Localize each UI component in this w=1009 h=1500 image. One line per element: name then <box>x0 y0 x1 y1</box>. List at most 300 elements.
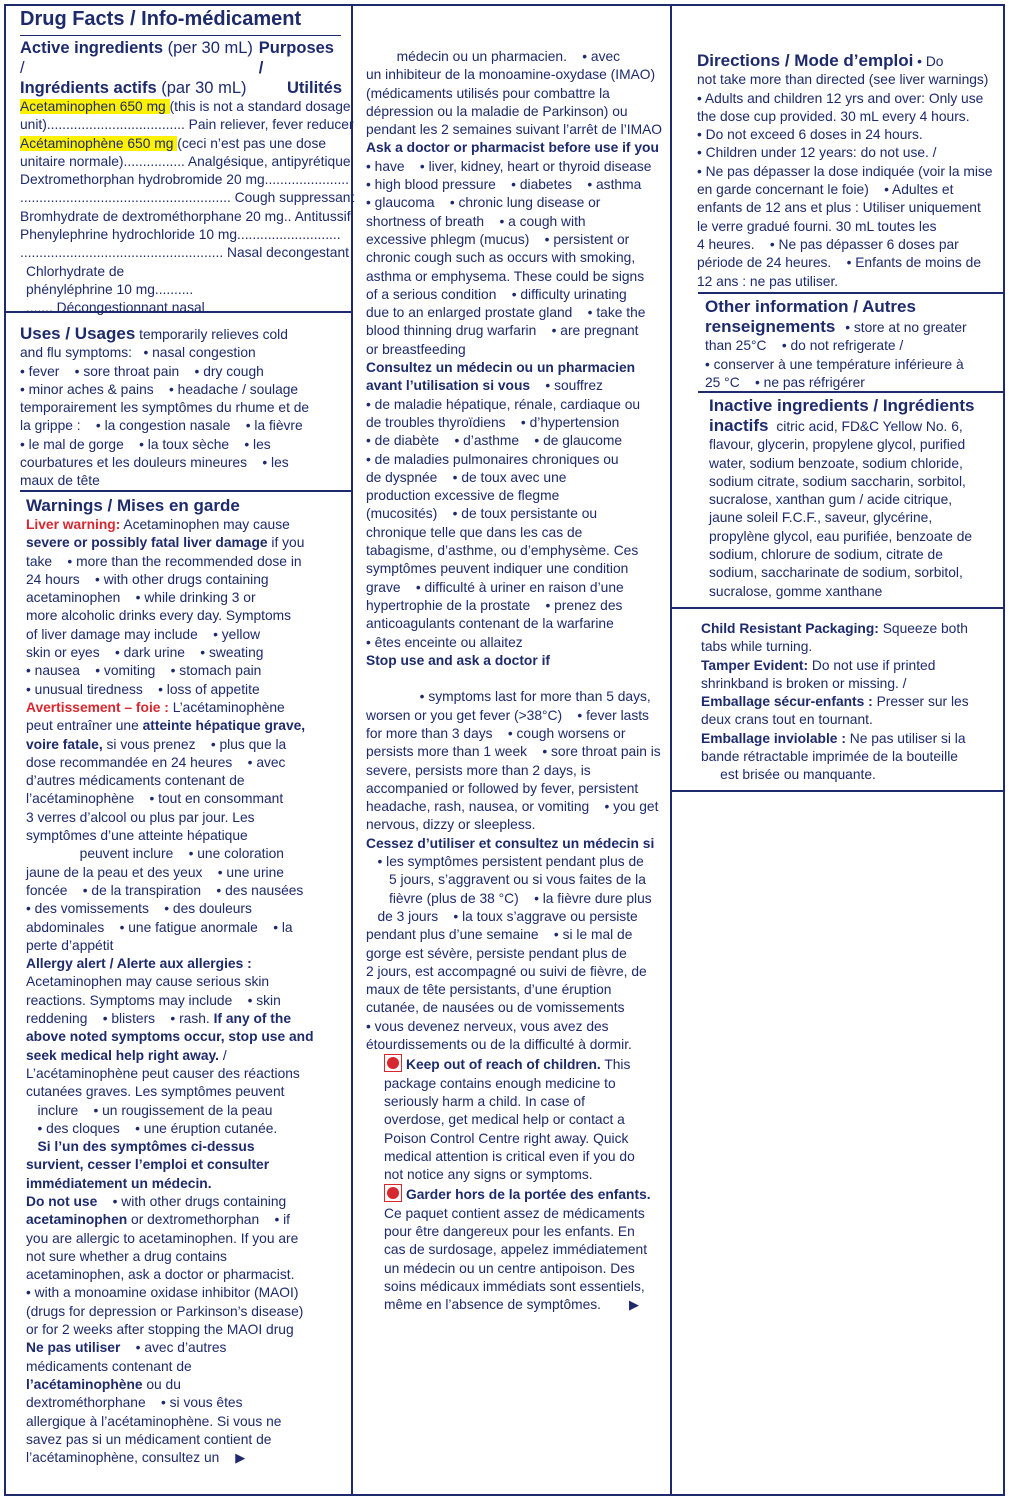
text-span: asthma or emphysema. These could be signs <box>366 268 645 284</box>
text-span: savez pas si un médicament contient de <box>26 1431 272 1447</box>
text-span: or breastfeeding <box>366 341 466 357</box>
text-line <box>26 1248 344 1266</box>
text-span: de dyspnée • de toux avec une <box>366 469 567 485</box>
text-span: Ne pas utiliser si la <box>845 730 966 746</box>
keep-out-en: Keep out of reach of children. This package contains enough medicine to seriously harm a child. In case of overdose, get medical help or contact a Poison Control Centre right away. Quick medical attention is critical even if you do not notice any signs or symptoms. <box>384 1054 666 1184</box>
text-line <box>366 963 666 981</box>
text-line: water, sodium benzoate, sodium chloride, <box>709 455 963 471</box>
text-line: le verre gradué fourni. 30 mL toutes les <box>697 218 937 234</box>
text-line: not notice any signs or symptoms. <box>384 1167 593 1183</box>
text-span: • with other drugs containing <box>97 1193 287 1209</box>
text-line <box>26 1102 344 1120</box>
text-span: peuvent inclure • une coloration <box>26 846 284 862</box>
text-span: acetaminophen • while drinking 3 or <box>26 590 256 606</box>
other-info-first-line: • store at no greater <box>845 320 967 335</box>
active-ingredient-line <box>20 208 351 226</box>
text-line <box>26 699 344 717</box>
text-line: Ce paquet contient assez de médicaments <box>384 1205 645 1221</box>
text-line <box>26 1284 344 1302</box>
text-line <box>26 1175 344 1193</box>
text-span: • glaucoma • chronic lung disease or <box>366 195 601 211</box>
text-span: ....................................................... Cough suppressant <box>20 190 355 206</box>
text-line: sucralose, gomme xanthane <box>709 583 883 599</box>
inactive-section <box>709 396 999 601</box>
text-line <box>366 487 666 505</box>
text-line <box>701 657 996 675</box>
text-line <box>366 798 666 816</box>
text-line: • minor aches & pains • headache / soulage <box>20 381 299 397</box>
text-line <box>26 1358 344 1376</box>
highlighted-ingredient: Acetaminophen 650 mg <box>20 99 170 114</box>
text-line: • fever • sore throat pain • dry cough <box>20 363 264 379</box>
bold-text: Ask a doctor or pharmacist before use if you <box>366 140 659 156</box>
text-line <box>26 809 344 827</box>
text-line <box>701 730 996 748</box>
text-line <box>366 304 666 322</box>
text-line <box>366 524 666 542</box>
text-span: inclure • un rougissement de la peau <box>26 1102 273 1118</box>
text-span: unitaire normale)................ Analgésique, antipyrétique <box>20 153 351 169</box>
text-span: worsen or you get fever (>38°C) • fever lasts <box>366 707 649 723</box>
bold-text: severe or possibly fatal liver damage <box>26 535 268 551</box>
text-line <box>366 1036 666 1054</box>
text-line <box>366 414 666 432</box>
text-span: acetaminophen, ask a doctor or pharmacist. <box>26 1267 295 1283</box>
text-line <box>366 890 666 908</box>
text-span: (ceci n’est pas une dose <box>177 135 327 151</box>
text-span: ....... Décongestionnant nasal <box>26 300 205 316</box>
text-line <box>26 1193 344 1211</box>
text-span: médicaments contenant de <box>26 1358 192 1374</box>
text-line <box>366 542 666 560</box>
text-span: fièvre (plus de 38 °C) • la fièvre dure plus <box>366 890 652 906</box>
bold-text: l’acétaminophène <box>26 1376 143 1392</box>
active-heading-fr-suffix: (par 30 mL) <box>156 79 247 97</box>
text-span: L’acétaminophène <box>168 699 285 715</box>
text-line <box>26 1339 344 1357</box>
text-line: flavour, glycerin, propylene glycol, purified <box>709 437 966 453</box>
text-line <box>366 48 666 66</box>
text-line: • conserver à une température inférieure à <box>705 356 964 372</box>
text-line: package contains enough medicine to <box>384 1075 616 1091</box>
text-line <box>366 194 666 212</box>
text-line <box>366 908 666 926</box>
text-line <box>366 780 666 798</box>
text-line <box>26 1138 344 1156</box>
text-span: blood thinning drug warfarin • are pregnant <box>366 323 639 339</box>
text-line <box>26 955 344 973</box>
text-span: gorge est sévère, persiste pendant plus de <box>366 945 627 961</box>
text-span: reddening • blisters • rash. <box>26 1011 214 1027</box>
text-line <box>26 662 344 680</box>
text-span: nervous, dizzy or sleepless. <box>366 817 536 833</box>
text-span: Acetaminophen may cause <box>120 517 290 532</box>
text-line <box>26 882 344 900</box>
text-line <box>366 231 666 249</box>
text-span: Squeeze both <box>878 621 968 636</box>
other-info-heading-2: renseignements <box>705 317 836 336</box>
text-span: Acetaminophen may cause serious skin <box>26 974 270 990</box>
text-span: Do not use if printed <box>808 657 936 673</box>
warnings-heading: Warnings / Mises en garde <box>26 496 240 515</box>
text-line: maux de tête <box>20 473 100 489</box>
text-line <box>366 853 666 871</box>
text-line <box>26 1120 344 1138</box>
text-line <box>701 766 996 784</box>
text-line: 12 ans : ne pas utiliser. <box>697 273 839 289</box>
bold-text: acetaminophen <box>26 1212 128 1228</box>
text-line <box>366 359 666 377</box>
active-heading-fr: Ingrédients actifs <box>20 79 157 97</box>
text-line <box>366 816 666 834</box>
page-title: Drug Facts / Info-médicament <box>20 8 302 30</box>
text-line: période de 24 heures. • Enfants de moins de <box>697 255 982 271</box>
uses-first-line: temporarily relieves cold <box>139 327 288 342</box>
text-line: seriously harm a child. In case of <box>384 1093 585 1109</box>
text-line <box>26 1211 344 1229</box>
text-span: dose recommandée en 24 heures • avec <box>26 754 286 770</box>
other-info-section <box>705 297 1000 392</box>
text-line <box>701 693 996 711</box>
text-line <box>26 1413 344 1431</box>
text-span: chronique telle que dans les cas de <box>366 524 583 540</box>
text-span: l’acétaminophène • tout en consommant <box>26 791 284 807</box>
text-span: • de maladie hépatique, rénale, cardiaque ou <box>366 396 641 412</box>
text-line <box>701 711 996 729</box>
text-span: anticoagulants contenant de la warfarine <box>366 616 614 632</box>
text-line <box>366 634 666 652</box>
keep-out-fr <box>384 1184 666 1314</box>
text-line <box>366 322 666 340</box>
active-ingredient-line <box>20 244 349 262</box>
text-line <box>701 638 996 656</box>
warning-label: Liver warning: <box>26 517 121 532</box>
text-line: soins médicaux immédiats sont essentiels, <box>384 1278 645 1294</box>
text-line <box>366 268 666 286</box>
text-span: étourdissements ou de la difficulté à dormir. <box>366 1037 632 1053</box>
text-span: 2 jours, est accompagné ou suivi de fièvre, de <box>366 963 647 979</box>
text-span: Chlorhydrate de <box>26 263 125 279</box>
text-line: cas de surdosage, appelez immédiatement <box>384 1242 648 1258</box>
text-line <box>26 1156 344 1174</box>
text-line <box>366 85 666 103</box>
active-heading-en: Active ingredients <box>20 39 164 57</box>
text-span: 24 hours • with other drugs containing <box>26 571 269 587</box>
text-span: • vous devenez nerveux, vous avez des <box>366 1018 609 1034</box>
text-span: 3 verres d’alcool ou plus par jour. Les <box>26 809 255 825</box>
stop-sign-icon <box>384 1054 402 1072</box>
bold-text: Si l’un des symptômes ci-dessus <box>26 1139 255 1155</box>
text-line <box>26 607 344 625</box>
text-line: medical attention is critical even if you do <box>384 1148 635 1164</box>
text-span: reactions. Symptoms may include • skin <box>26 992 281 1008</box>
directions-heading: Directions / Mode d’emploi <box>697 51 914 70</box>
bold-text: seek medical help right away. <box>26 1047 219 1063</box>
text-line: than 25°C • do not refrigerate / <box>705 338 904 354</box>
text-span: • les symptômes persistent pendant plus de <box>366 854 644 870</box>
text-line <box>366 176 666 194</box>
bold-text: Consultez un médecin ou un pharmacien <box>366 360 636 376</box>
text-span: • have • liver, kidney, heart or thyroid disease <box>366 158 652 174</box>
middle-column-text <box>366 48 666 1314</box>
text-span: Dextromethorphan hydrobromide 20 mg...................... <box>20 172 349 188</box>
text-line <box>26 790 344 808</box>
text-line <box>366 926 666 944</box>
bold-text: Allergy alert / Alerte aux allergies : <box>26 956 252 972</box>
text-line <box>26 1028 344 1046</box>
text-line <box>701 748 996 766</box>
text-line <box>26 900 344 918</box>
text-span: shrinkband is broken or missing. / <box>701 675 907 691</box>
text-line <box>26 1376 344 1394</box>
text-span: hypertrophie de la prostate • prenez des <box>366 597 623 613</box>
text-span: un inhibiteur de la monoamine-oxydase (IMAO) <box>366 67 656 83</box>
text-line <box>26 919 344 937</box>
text-span: médecin ou un pharmacien. • avec <box>366 49 621 64</box>
inactive-heading: Inactive ingredients / Ingrédients <box>709 396 975 415</box>
text-line <box>26 626 344 644</box>
bold-text: Ne pas utiliser <box>26 1340 121 1356</box>
text-line <box>26 1047 344 1065</box>
active-ingredient-line <box>20 281 342 299</box>
text-line: sodium citrate, sodium saccharin, sorbitol, <box>709 473 966 489</box>
text-line: en garde concernant le foie) • Adultes et <box>697 182 954 198</box>
bold-text: Emballage sécur-enfants : <box>701 694 873 710</box>
text-line <box>26 1065 344 1083</box>
text-line: and flu symptoms: • nasal congestion <box>20 345 256 361</box>
text-line <box>26 534 344 552</box>
text-span: of liver damage may include • yellow <box>26 626 261 642</box>
text-span: • avec d’autres <box>120 1340 227 1356</box>
text-span: allergique à l’acétaminophène. Si vous ne <box>26 1413 282 1429</box>
drug-facts-header <box>20 8 340 30</box>
text-line <box>26 589 344 607</box>
text-line <box>26 1431 344 1449</box>
text-line <box>26 1230 344 1248</box>
active-ingredient-line <box>20 135 342 153</box>
text-span: excessive phlegm (mucus) • persistent or <box>366 231 630 247</box>
text-line <box>366 451 666 469</box>
text-span: • symptoms last for more than 5 days, <box>366 689 651 705</box>
text-line <box>366 103 666 121</box>
text-line <box>26 681 344 699</box>
text-line <box>26 992 344 1010</box>
text-line <box>26 736 344 754</box>
text-span: or for 2 weeks after stopping the MAOI drug <box>26 1322 294 1338</box>
bold-text: atteinte hépatique grave, <box>142 718 306 734</box>
bold-text: Tamper Evident: <box>701 657 809 673</box>
text-span: de 3 jours • la toux s’aggrave ou persiste <box>366 908 638 924</box>
text-line: 4 heures. • Ne pas dépasser 6 doses par <box>697 236 959 252</box>
text-span: • souffrez <box>530 378 603 394</box>
directions-first-line: • Do <box>917 54 944 69</box>
text-span: est brisée ou manquante. <box>701 767 876 783</box>
directions-section <box>697 51 997 291</box>
text-line <box>366 139 666 157</box>
text-line <box>26 845 344 863</box>
text-span: if you <box>267 535 305 551</box>
text-span: peut entraîner une <box>26 718 143 734</box>
text-span: L’acétaminophène peut causer des réactions <box>26 1065 300 1081</box>
uses-text <box>20 324 342 491</box>
divider-packaging-bottom <box>670 790 1005 792</box>
text-span: take • more than the recommended dose in <box>26 553 302 569</box>
text-span: not sure whether a drug contains <box>26 1248 227 1264</box>
text-line <box>26 827 344 845</box>
text-line <box>26 1449 344 1467</box>
purposes-heading-en: Purposes / <box>258 39 334 77</box>
text-span: symptômes d’une atteinte hépatique <box>26 828 248 844</box>
text-line <box>366 999 666 1017</box>
bold-text: If any of the <box>213 1011 291 1027</box>
text-line <box>26 553 344 571</box>
text-span: headache, rash, nausea, or vomiting • you get <box>366 799 659 815</box>
text-line: sodium, saccharinate de sodium, sorbitol, <box>709 565 963 581</box>
text-line <box>366 762 666 780</box>
text-line: enfants de 12 ans et plus : Utiliser uniquement <box>697 200 981 216</box>
text-span: bande rétractable imprimée de la bouteille <box>701 749 958 765</box>
text-line <box>26 717 344 735</box>
text-span: pendant les 2 semaines suivant l’arrêt de l’IMAO <box>366 122 663 138</box>
text-line <box>26 1321 344 1339</box>
text-line <box>366 469 666 487</box>
text-line <box>366 505 666 523</box>
text-span: symptômes peuvent indiquer une condition <box>366 561 629 577</box>
text-span: due to an enlarged prostate gland • take the <box>366 305 646 321</box>
keep-out-en-heading: Keep out of reach of children. <box>406 1057 601 1073</box>
text-line: même en l’absence de symptômes. ▶ <box>384 1296 666 1314</box>
text-line <box>366 945 666 963</box>
text-line <box>26 772 344 790</box>
warnings-text <box>26 516 344 1467</box>
text-span: persists more than 1 week • sore throat pain is <box>366 744 661 760</box>
text-span: more alcoholic drinks every day. Symptoms <box>26 608 292 624</box>
text-span: jaune de la peau et des yeux • une urine <box>26 864 284 880</box>
text-span: 5 jours, s’aggravent ou si vous faites de la <box>366 872 646 888</box>
text-span: si vous prenez • plus que la <box>102 736 287 752</box>
text-line <box>26 864 344 882</box>
text-line <box>366 670 666 688</box>
text-line <box>366 341 666 359</box>
active-heading-row-fr <box>20 78 342 98</box>
text-span: perte d’appétit <box>26 937 114 953</box>
text-span: Phenylephrine hydrochloride 10 mg........................... <box>20 227 341 243</box>
text-line <box>26 1394 344 1412</box>
text-line <box>366 835 666 853</box>
text-line: jaune soleil F.C.F., saveur, glycérine, <box>709 510 933 526</box>
active-ingredient-line <box>20 116 354 134</box>
active-ingredient-line <box>20 171 349 189</box>
text-line: temporairement les symptômes du rhume et de <box>20 400 310 416</box>
bold-text: Stop use and ask a doctor if <box>366 652 550 668</box>
text-line: overdose, get medical help or contact a <box>384 1112 625 1128</box>
text-line <box>701 675 996 693</box>
bold-text: Emballage inviolable : <box>701 730 846 746</box>
text-span: dépression ou la maladie de Parkinson) ou <box>366 103 628 119</box>
text-line: • Do not exceed 6 doses in 24 hours. <box>697 127 923 143</box>
text-span: deux crans tout en tournant. <box>701 712 873 728</box>
text-line: sodium, chlorure de sodium, citrate de <box>709 547 943 563</box>
inactive-heading-2: inactifs <box>709 416 769 435</box>
text-span: production excessive de flegme <box>366 488 560 504</box>
text-line <box>366 432 666 450</box>
warnings-section <box>26 496 344 1467</box>
text-span: accompanied or followed by fever, persistent <box>366 780 639 796</box>
text-line <box>366 725 666 743</box>
text-span: phényléphrine 10 mg.......... <box>26 281 194 297</box>
text-span: shortness of breath • a cough with <box>366 213 586 229</box>
text-line: Poison Control Centre right away. Quick <box>384 1130 629 1146</box>
continue-arrow-icon: ▶ <box>235 1450 246 1466</box>
text-span: for more than 3 days • cough worsens or <box>366 725 626 741</box>
text-line <box>366 249 666 267</box>
active-ingredient-line <box>20 226 342 244</box>
active-ingredient-line <box>20 189 355 207</box>
text-line: courbatures et les douleurs mineures • les <box>20 455 289 471</box>
text-line: • Children under 12 years: do not use. / <box>697 145 937 161</box>
text-line <box>366 1018 666 1036</box>
inactive-first-line: citric acid, FD&C Yellow No. 6, <box>776 419 963 434</box>
text-span: dextrométhorphane • si vous êtes <box>26 1395 243 1411</box>
text-span: • des vomissements • des douleurs <box>26 901 252 917</box>
purposes-heading-fr: Utilités <box>286 79 342 97</box>
text-span: • de maladies pulmonaires chroniques ou <box>366 451 619 467</box>
active-heading-en-suffix: (per 30 mL) / <box>20 39 253 77</box>
active-ingredients-section <box>20 38 355 318</box>
middle-warnings-text <box>366 48 666 1054</box>
text-span: abdominales • une fatigue anormale • la <box>26 919 293 935</box>
header-rule <box>20 35 341 36</box>
text-line: • Adults and children 12 yrs and over: Only use <box>697 90 984 106</box>
active-heading-row-en <box>20 38 342 78</box>
text-span: (this is not a standard dosage <box>169 99 351 114</box>
text-span: maux de tête persistants, d’une éruption <box>366 982 612 998</box>
text-span: d’autres médicaments contenant de <box>26 773 245 789</box>
uses-section <box>20 324 342 491</box>
active-ingredients-list <box>20 98 355 318</box>
text-span: Bromhydrate de dextrométhorphane 20 mg.. Antitussif <box>20 208 351 224</box>
divider-inactive-packaging <box>670 607 1005 609</box>
text-line <box>366 377 666 395</box>
text-line: • Ne pas dépasser la dose indiquée (voir la mise <box>697 163 993 179</box>
text-span: you are allergic to acetaminophen. If you are <box>26 1230 299 1246</box>
text-line: propylène glycol, eau purifiée, benzoate de <box>709 528 973 544</box>
keep-out-fr-heading: Garder hors de la portée des enfants. <box>406 1187 651 1203</box>
text-span: foncée • de la transpiration • des nausées <box>26 882 304 898</box>
bold-text: voire fatale, <box>26 736 103 752</box>
text-line <box>366 597 666 615</box>
text-line <box>26 1266 344 1284</box>
text-span: chronic cough such as occurs with smoking, <box>366 250 636 266</box>
text-span: • êtes enceinte ou allaitez <box>366 634 523 650</box>
active-ingredient-line <box>20 299 342 317</box>
text-span: • unusual tiredness • loss of appetite <box>26 681 260 697</box>
bold-text: above noted symptoms occur, stop use and <box>26 1029 314 1045</box>
text-line <box>366 121 666 139</box>
text-span: severe, persists more than 2 days, is <box>366 762 591 778</box>
active-ingredient-line <box>20 98 351 116</box>
text-span: cutanée, de nausées ou de vomissements <box>366 1000 625 1016</box>
text-line <box>26 644 344 662</box>
text-span: ..................................................... Nasal decongestant <box>20 245 349 261</box>
bold-text: avant l’utilisation si vous <box>366 378 531 394</box>
text-line <box>26 937 344 955</box>
text-line: 25 °C • ne pas réfrigérer <box>705 374 865 390</box>
text-line <box>366 981 666 999</box>
text-span: (médicaments utilisés pour combattre la <box>366 85 610 101</box>
bold-text: Do not use <box>26 1193 98 1209</box>
text-line <box>366 579 666 597</box>
